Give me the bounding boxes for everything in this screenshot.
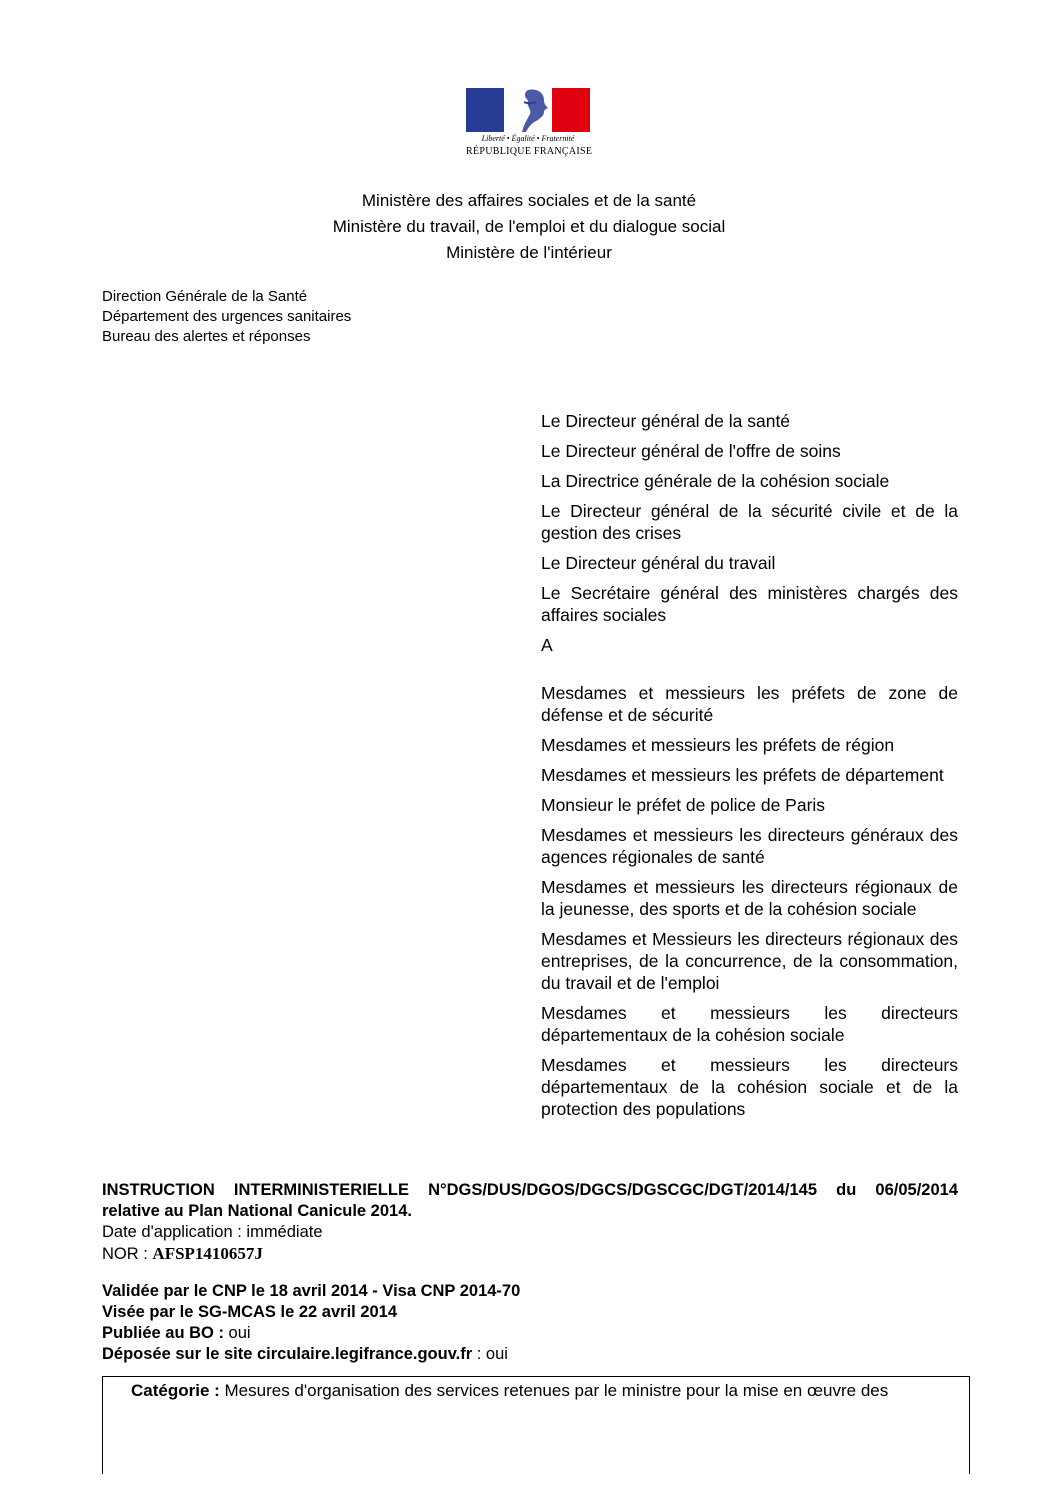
recipient-item: Mesdames et messieurs les directeurs régionaux de la jeunesse, des sports et de la cohésion sociale [541, 877, 958, 919]
nor-label: NOR : [102, 1245, 153, 1263]
spacer [541, 664, 958, 682]
sender-item: Le Secrétaire général des ministères chargés des affaires sociales [541, 583, 958, 625]
recipient-item: Mesdames et messieurs les directeurs départementaux de la cohésion sociale [541, 1003, 958, 1045]
nor-line [102, 1243, 958, 1265]
ministry-line: Ministère de l'intérieur [446, 243, 612, 262]
service-line: Département des urgences sanitaires [102, 308, 352, 325]
category-box [102, 1376, 970, 1474]
service-line: Direction Générale de la Santé [102, 288, 308, 305]
date-application: Date d'application : immédiate [102, 1223, 323, 1241]
sender-item: Le Directeur général du travail [541, 553, 776, 573]
deposited-line [102, 1344, 958, 1365]
recipient-item: Mesdames et messieurs les directeurs départementaux de la cohésion sociale et de la protection des populations [541, 1055, 958, 1119]
recipient-item: Mesdames et messieurs les préfets de région [541, 735, 895, 755]
ministry-line: Ministère des affaires sociales et de la santé [361, 191, 697, 210]
sender-item: La Directrice générale de la cohésion sociale [541, 471, 890, 491]
published-line [102, 1323, 958, 1344]
flag-blue-band [466, 88, 504, 132]
issuing-service [102, 287, 351, 347]
instruction-header [102, 1180, 958, 1265]
ministry-line: Ministère du travail, de l'emploi et du dialogue social [332, 217, 726, 236]
validation-metadata [102, 1281, 958, 1365]
recipient-item: Mesdames et messieurs les préfets de zone de défense et de sécurité [541, 683, 958, 725]
sender-item: Le Directeur général de la santé [541, 411, 791, 431]
category-text: Mesures d'organisation des services retenues par le ministre pour la mise en œuvre des [219, 1381, 889, 1400]
flag-red-band [552, 88, 590, 132]
sender-item: Le Directeur général de la sécurité civile et de la gestion des crises [541, 501, 958, 543]
republique-francaise-logo [466, 88, 592, 164]
recipient-item: Mesdames et messieurs les préfets de département [541, 765, 944, 785]
address-block [541, 410, 958, 1128]
category-line [103, 1377, 969, 1402]
validated-line: Validée par le CNP le 18 avril 2014 - Visa CNP 2014-70 [102, 1282, 521, 1300]
tricolor-flag [466, 88, 590, 132]
to-label: A [541, 635, 553, 655]
published-value: oui [223, 1324, 251, 1342]
visa-line: Visée par le SG-MCAS le 22 avril 2014 [102, 1303, 398, 1321]
republic-name: RÉPUBLIQUE FRANÇAISE [466, 146, 593, 157]
recipient-item: Mesdames et Messieurs les directeurs régionaux des entreprises, de la concurrence, de la consommation, du travail et de l'emploi [541, 929, 958, 993]
nor-code: AFSP1410657J [152, 1244, 263, 1263]
recipient-item: Mesdames et messieurs les directeurs généraux des agences régionales de santé [541, 825, 958, 867]
republic-motto: Liberté • Égalité • Fraternité [481, 134, 575, 143]
instruction-title: INSTRUCTION INTERMINISTERIELLE N°DGS/DUS/DGOS/DGCS/DGSCGC/DGT/2014/145 du 06/05/2014 relative au Plan National Canicule 2014. [102, 1181, 958, 1220]
category-label: Catégorie : [131, 1381, 220, 1400]
sender-item: Le Directeur général de l'offre de soins [541, 441, 841, 461]
deposited-label: Déposée sur le site circulaire.legifrance.gouv.fr [102, 1345, 473, 1363]
recipient-item: Monsieur le préfet de police de Paris [541, 795, 826, 815]
marianne-profile-icon [522, 88, 552, 132]
deposited-value: : oui [472, 1345, 508, 1363]
service-line: Bureau des alertes et réponses [102, 328, 311, 345]
flag-white-band [504, 88, 552, 132]
published-label: Publiée au BO : [102, 1324, 224, 1342]
ministries-header [0, 188, 1058, 266]
